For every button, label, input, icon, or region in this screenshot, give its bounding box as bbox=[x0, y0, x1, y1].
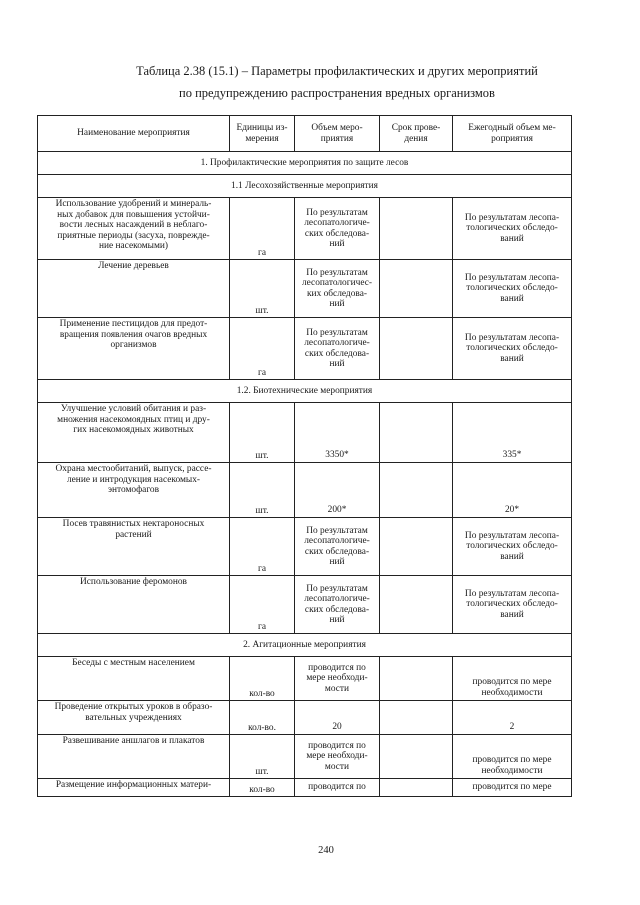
measure-volume: 20 bbox=[295, 701, 380, 735]
table-row bbox=[38, 576, 572, 634]
measure-term bbox=[380, 779, 453, 797]
section-title: 1. Профилактические мероприятия по защите лесов bbox=[38, 152, 572, 175]
measure-name: Улучшение условий обитания и раз- множения насекомоядных птиц и дру- гих насекомоядных животных bbox=[38, 403, 230, 463]
measure-term bbox=[380, 701, 453, 735]
table-row bbox=[38, 518, 572, 576]
measure-annual-volume: проводится по мере необходимости bbox=[453, 735, 572, 779]
header-units: Единицы из- мерения bbox=[230, 116, 295, 152]
table-row bbox=[38, 657, 572, 701]
measure-term bbox=[380, 735, 453, 779]
measure-unit: шт. bbox=[230, 403, 295, 463]
table-row bbox=[38, 779, 572, 797]
measure-term bbox=[380, 518, 453, 576]
measure-annual-volume: По результатам лесопа- тологических обследо- ваний bbox=[453, 576, 572, 634]
measure-annual-volume: 20* bbox=[453, 463, 572, 518]
measure-annual-volume: По результатам лесопа- тологических обследо- ваний bbox=[453, 318, 572, 380]
measure-unit: кол-во bbox=[230, 779, 295, 797]
measure-unit: кол-во bbox=[230, 657, 295, 701]
measure-unit: шт. bbox=[230, 735, 295, 779]
header-term: Срок прове- дения bbox=[380, 116, 453, 152]
measure-name: Проведение открытых уроков в образо- вательных учреждениях bbox=[38, 701, 230, 735]
measures-table bbox=[37, 115, 572, 797]
measure-unit: га bbox=[230, 318, 295, 380]
measure-volume: По результатам лесопатологиче- ских обследова- ний bbox=[295, 318, 380, 380]
measure-annual-volume: По результатам лесопа- тологических обследо- ваний bbox=[453, 518, 572, 576]
measure-volume: По результатам лесопатологиче- ских обследова- ний bbox=[295, 198, 380, 260]
subsection-row bbox=[38, 380, 572, 403]
measure-annual-volume: 2 bbox=[453, 701, 572, 735]
measure-unit: га bbox=[230, 576, 295, 634]
measure-volume: проводится по bbox=[295, 779, 380, 797]
subsection-row bbox=[38, 175, 572, 198]
measure-unit: шт. bbox=[230, 260, 295, 318]
table-caption-line-2: по предупреждению распространения вредных организмов bbox=[179, 86, 495, 100]
table-caption-line-1 bbox=[0, 63, 640, 79]
subsection-title: 1.2. Биотехнические мероприятия bbox=[38, 380, 572, 403]
measure-name: Размещение информационных матери- bbox=[38, 779, 230, 797]
measure-volume: По результатам лесопатологиче- ских обследова- ний bbox=[295, 518, 380, 576]
table-row bbox=[38, 403, 572, 463]
measure-name: Охрана местообитаний, выпуск, рассе- ление и интродукция насекомых- энтомофагов bbox=[38, 463, 230, 518]
measure-name: Беседы с местным населением bbox=[38, 657, 230, 701]
measure-volume: По результатам лесопатологичес- ких обследова- ний bbox=[295, 260, 380, 318]
measure-annual-volume: 335* bbox=[453, 403, 572, 463]
measure-name: Использование феромонов bbox=[38, 576, 230, 634]
measure-volume: 200* bbox=[295, 463, 380, 518]
measure-name: Развешивание аншлагов и плакатов bbox=[38, 735, 230, 779]
measure-unit: га bbox=[230, 518, 295, 576]
measure-name: Посев травянистых нектароносных растений bbox=[38, 518, 230, 576]
measure-volume: 3350* bbox=[295, 403, 380, 463]
measure-term bbox=[380, 657, 453, 701]
table-row bbox=[38, 198, 572, 260]
header-measure-name: Наименование мероприятия bbox=[38, 116, 230, 152]
measure-term bbox=[380, 576, 453, 634]
page-number: 240 bbox=[318, 845, 334, 856]
header-annual-volume: Ежегодный объем ме- роприятия bbox=[453, 116, 572, 152]
table-caption-number: Таблица 2.38 (15.1) – bbox=[136, 64, 252, 78]
table-row bbox=[38, 735, 572, 779]
measure-term bbox=[380, 318, 453, 380]
table-row bbox=[38, 260, 572, 318]
measure-name: Применение пестицидов для предот- вращения появления очагов вредных организмов bbox=[38, 318, 230, 380]
measure-volume: проводится по мере необходи- мости bbox=[295, 657, 380, 701]
measure-annual-volume: проводится по мере bbox=[453, 779, 572, 797]
measure-term bbox=[380, 260, 453, 318]
section-row bbox=[38, 634, 572, 657]
measure-term bbox=[380, 403, 453, 463]
header-row bbox=[38, 116, 572, 152]
measure-annual-volume: проводится по мере необходимости bbox=[453, 657, 572, 701]
measure-unit: шт. bbox=[230, 463, 295, 518]
measure-volume: проводится по мере необходи- мости bbox=[295, 735, 380, 779]
measure-term bbox=[380, 198, 453, 260]
measure-unit: га bbox=[230, 198, 295, 260]
measure-term bbox=[380, 463, 453, 518]
table-row bbox=[38, 463, 572, 518]
table-row bbox=[38, 701, 572, 735]
measure-annual-volume: По результатам лесопа- тологических обследо- ваний bbox=[453, 198, 572, 260]
table-row bbox=[38, 318, 572, 380]
measure-unit: кол-во. bbox=[230, 701, 295, 735]
section-row bbox=[38, 152, 572, 175]
section-title: 2. Агитационные мероприятия bbox=[38, 634, 572, 657]
measure-volume: По результатам лесопатологиче- ских обследова- ний bbox=[295, 576, 380, 634]
subsection-title: 1.1 Лесохозяйственные мероприятия bbox=[38, 175, 572, 198]
measure-name: Использование удобрений и минераль- ных добавок для повышения устойчи- вости лесных насаждений в неблаго- приятные периоды (засуха, поврежде- ние насекомыми) bbox=[38, 198, 230, 260]
measure-name: Лечение деревьев bbox=[38, 260, 230, 318]
measure-annual-volume: По результатам лесопа- тологических обследо- ваний bbox=[453, 260, 572, 318]
header-volume: Объем меро- приятия bbox=[295, 116, 380, 152]
table-caption-title: Параметры профилактических и других мероприятий bbox=[251, 64, 538, 78]
